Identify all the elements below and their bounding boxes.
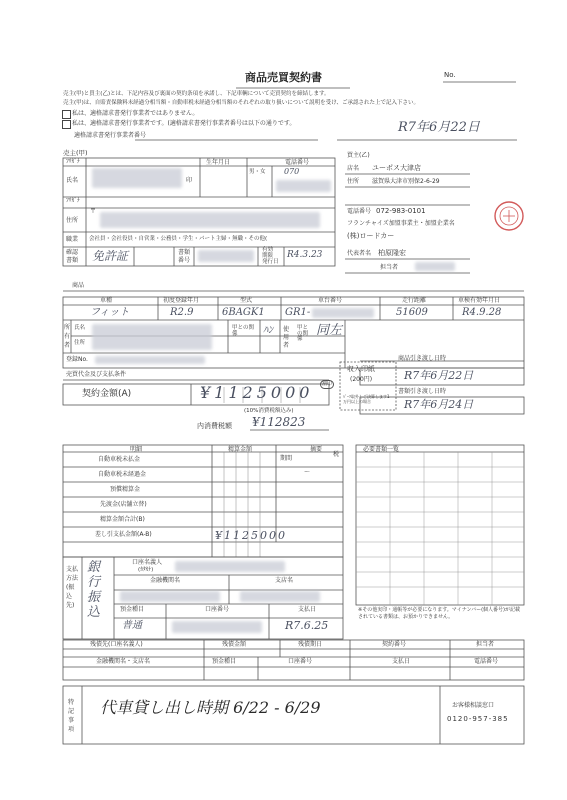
seller-phone-label: 電話番号 [285,159,310,166]
buyer-rep-label: 代表者名 [347,250,372,257]
stamp-seal-label: 割印 [322,381,333,387]
header-inspection: 車検有効年月日 [458,297,501,304]
debt-amount-label: 残債金額 [222,641,247,648]
tax-amount: ¥112823 [252,415,306,429]
tax-label: 内消費税額 [197,422,232,430]
deposit-type-label: 預金種目 [120,606,145,613]
header-model: 車種 [100,297,113,304]
contract-number-label: 契約番号 [382,641,407,648]
option-registered-checkbox[interactable] [62,120,71,129]
breakdown-header-remarks: 摘要 [310,446,323,453]
validity-value: R4.3.23 [287,250,323,260]
header-type: 型式 [240,297,253,304]
seller-birthdate-label: 生年月日 [206,159,231,166]
buyer-address-label: 住所 [347,178,360,185]
seller-address-redacted [100,212,320,228]
docs-list-note: ※その他実印・通帳等が必要になります。マイナンバー(個人番号)が記載されている書類は、お預かりできません。 [358,607,520,620]
notes-side-label: 特記事項 [68,699,75,733]
goods-date: R7年6月22日 [404,369,474,382]
vehicle-section-label: 商品 [72,282,85,289]
seller-sex-options: 男・女 [249,169,266,175]
chassis-redacted [312,308,374,318]
buyer-rep-name: 柏原隆宏 [378,249,406,257]
docs-list-title: 必要書類一覧 [363,446,400,453]
period-tax-label: 税 [333,451,340,458]
debt-bank-label: 金融機関名・支店名 [96,658,151,665]
tax-note: (10%消費税額込み) [244,408,294,414]
user-relation: 同左 [316,323,343,338]
seller-occupation-label: 職業 [66,236,79,243]
notes-text: 代車貸し出し時期 6/22 - 6/29 [100,698,321,717]
period-label: 期間 [280,455,293,462]
header-chassis: 車台番号 [318,297,343,304]
buyer-store-name: ユーポス大津店 [372,164,421,172]
doc-number-label-1: 書類 [178,249,191,256]
vehicle-first-reg: R2.9 [170,307,194,318]
doc-number-redacted [198,250,254,262]
stamp-note: ﾊﾞｰﾂ取外しご決算します1万円以上の場合 [343,394,390,404]
account-holder-kana: (ｶﾀｶﾅ) [138,567,154,573]
owner-address-label: 住所 [74,340,86,346]
buyer-section-label: 買主(乙) [347,152,370,159]
buyer-staff-redacted [415,262,455,271]
seller-name-label: 氏名 [66,177,79,184]
bank-redacted [120,591,220,602]
docs-date: R7年6月24日 [404,398,474,411]
price-section-label: 売買代金及び支払条件 [66,371,127,378]
user-label: 使用者 [283,326,290,349]
option-registered-label: 私は、適格請求書発行事業者です。(適格請求書発行事業者番号は以下の通りです。 [72,120,296,127]
seller-phone-redacted [276,180,331,192]
seller-address-furigana: ﾌﾘｶﾞﾅ [66,198,80,204]
buyer-address: 滋賀県大津市別保2-6-29 [372,178,440,185]
doc-number-label-2: 番号 [178,257,191,264]
breakdown-row-advance: 先渡金(店舗立替) [100,501,147,508]
buyer-phone: 072-983-0101 [376,207,426,215]
debt-pay-date-label: 支払日 [392,658,411,665]
vehicle-model: フィット [90,307,130,318]
vehicle-chassis: GR1- [285,307,311,318]
breakdown-row-total: 精算金額合計(B) [100,516,145,523]
user-relation-label: 甲との関係 [297,325,309,342]
goods-date-label: 商品引き渡し日時 [398,355,447,362]
buyer-franchise: フランチャイズ加盟事業主・加盟企業名 [347,220,455,227]
period-tilde: 〜 [304,469,311,476]
contract-amount: ¥1125000 [200,383,314,402]
buyer-staff-label: 担当者 [380,264,399,271]
bank-name-label: 金融機関名 [150,577,181,584]
option-not-registered-checkbox[interactable] [62,110,71,119]
intro-line-1: 売主(甲)と買主(乙)とは、下記内容及び裏面の契約条項を承諾し、下記車輌について売買契約を締結します。 [63,91,330,97]
seller-address-label: 住所 [66,217,79,224]
breakdown-header-detail: 明細 [130,446,143,453]
seller-furigana-label: ﾌﾘｶﾞﾅ [66,159,80,165]
vehicle-inspection: R4.9.28 [462,307,502,318]
owner-relation: ﾊﾝ [263,325,273,336]
deposit-type-value: 普通 [122,620,142,631]
branch-name-label: 支店名 [275,577,294,584]
contract-title: 商品売買契約書 [245,71,322,84]
debt-holder-label: 残債先(口座名義人) [90,641,143,648]
stamp-title: 収入印紙 [347,365,375,373]
header-first-reg: 初度登録年月 [163,297,200,304]
company-seal-icon [493,200,525,232]
debt-account-number-label: 口座番号 [288,658,313,665]
payment-side-label: 支払方法(振込先) [66,566,79,609]
debt-staff-label: 担当者 [476,641,495,648]
seller-section-label: 売主(甲) [63,149,88,157]
branch-redacted [240,591,320,602]
header-mileage: 走行距離 [402,297,427,304]
breakdown-row-unpaid-tax: 自動車税未払金 [98,456,141,463]
seller-phone-value: 070 [284,167,300,176]
debt-phone-label: 電話番号 [474,658,499,665]
seller-occupation-options: 会社員・会社役員・自営業・公務員・学生・パート主婦・無職・その他( [89,236,268,242]
hotline-label: お客様相談窓口 [452,702,495,709]
id-doc-label-2: 書類 [66,257,79,264]
validity-label-2: 期限 [262,253,274,259]
id-doc-label-1: 確認 [66,249,79,256]
registration-number-label: 適格請求書発行事業者番号 [74,132,147,139]
account-holder-label: 口座名義人 [132,559,163,566]
id-doc-value: 免許証 [92,249,129,263]
owner-redacted [92,324,212,350]
validity-label-1: 有効 [262,247,274,253]
contract-amount-label: 契約金額(A) [82,389,132,399]
validity-label-3: 発行日 [262,259,279,265]
option-not-registered-label: 私は、適格請求書発行事業者ではありません。 [72,110,199,117]
seller-seal-mark: 印 [186,177,193,184]
net-amount: ¥1125000 [215,529,287,542]
registration-no-label: 登録No. [66,356,88,363]
buyer-phone-label: 電話番号 [347,208,372,215]
seller-postal-mark: 〒 [90,208,97,215]
vehicle-mileage: 51609 [396,307,428,318]
seller-name-redacted [92,168,182,188]
contract-date: R7年6月22日 [398,120,480,135]
document-number-label: No. [444,71,456,79]
debt-deposit-type-label: 預金種目 [212,658,237,665]
account-number-redacted [172,621,262,633]
owner-label: 所有者 [64,324,71,349]
owner-name-label: 氏名 [74,325,86,331]
docs-date-label: 書類引き渡し日時 [398,388,447,395]
debt-due-label: 残債期日 [298,641,323,648]
vehicle-type: 6BAGK1 [222,307,265,318]
buyer-company: (株)ロードカー [347,232,395,240]
breakdown-header-amount: 精算金額 [228,446,253,453]
registration-redacted [95,356,205,364]
breakdown-row-unexpired-tax: 自動車税未経過金 [98,471,147,478]
buyer-store-label: 店名 [347,165,360,172]
breakdown-row-net: 差し引支払金額(A-B) [95,531,152,538]
account-number-label: 口座番号 [205,606,230,613]
pay-date-label: 支払日 [298,606,317,613]
intro-line-2: 売主(甲)は、自賠責保険料未経過分相当額・自動車税未経過分相当額のそれぞれの取り扱いについて説明を受け、ご承認された上で記入下さい。 [63,100,419,106]
stamp-price: (200円) [350,376,373,383]
hotline-number: 0120-957-385 [447,715,509,723]
owner-relation-label: 甲との関係 [232,325,255,337]
payment-method: 銀行振込 [87,560,101,620]
account-holder-redacted [175,561,285,572]
pay-date-value: R7.6.25 [285,619,329,632]
breakdown-row-claim: 預償精算金 [110,486,141,493]
